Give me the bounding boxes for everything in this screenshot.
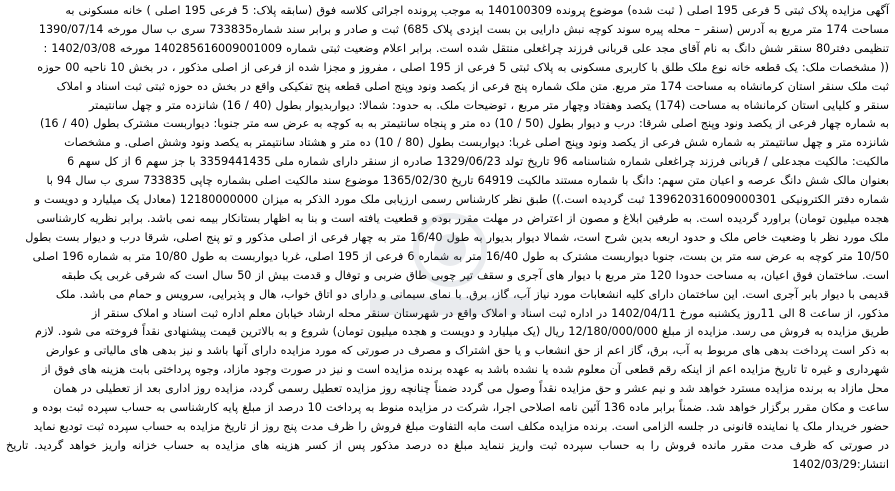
notice-line: است. ساختمان فوق اعیان، به مساحت حدودا 120 متر مربع با دیوار های آجری و سقف تیر چوبی طاق ضربی و توفال و قدمت بیش از 50 سال است که شرقی غربی یک طبقه — [61, 268, 889, 282]
notice-line: مذکور، از ساعت 8 الی 11روز یکشنبه مورخ 1402/04/11 در اداره ثبت اسناد و املاک واقع در شهرستان سنقر محله ارشاد خیابان معلم اداره ثبت اسناد و املاک سنقر از — [91, 306, 889, 320]
notice-line: سنقر و کلیایی استان کرمانشاه به مساحت (174) یکصد وهفتاد وچهار متر مربع ، توضیحات ملک. به حدود: شمالا: دیواربدیوار بطول (40 / 16) شانزده متر و چهل سانتیمتر — [88, 98, 889, 112]
notice-line: در صورتی که ظرف مدت مقرر مانده فروش را به حساب سپرده ثبت واریز ننماید مبلغ ده درصد مذکور پس از کسر هزینه های مزایده به حساب خزانه واریز خواهد گردید. تاریخ انتشار:1402/03/29 — [6, 438, 889, 471]
notice-line: شهرداری و غیره تا تاریخ مزایده اعم از اینکه رقم قطعی آن معلوم شده یا نشده باشد به عهده برنده مزایده است و نیز در صورت وجود مازاد، وجوه پرداختی بابت هزینه های فوق از — [42, 363, 889, 377]
notice-line: ثبت ملک سنقر استان کرمانشاه به مساحت 174 متر مربع. متن ملک شماره پنج فرعی از یکصد ونود وپنج اصلی قطعه پنج تفکیکی واقع در بخش ده حوزه ثبتی ثبت اسناد و املاک — [56, 79, 889, 93]
notice-line: به شماره چهار فرعی از یکصد ونود وپنج اصلی شرقا: درب و دیوار بطول (50 / 10) ده متر و پنجاه سانتیمتر به به کوچه به عرض سه متر جنوبا: دیواربست مشترک بطول (40 / 16) — [39, 117, 889, 131]
notice-line: آگهی مزایده پلاک ثبتی 5 فرعی 195 اصلی ( ثبت شده) موضوع پرونده 140100309 به موجب پرونده اجرائی کلاسه فوق (سابقه پلاک: 5 فرعی 195 اصلی ) خانه مسکونی به — [65, 4, 889, 17]
notice-line: ساعت و مکان مقرر برگزار خواهد شد. ضمناً برابر ماده 136 آئین نامه اصلاحی اجرا، شرکت در مزایده منوط به پرداخت 10 درصد از مبلغ پایه کارشناسی به حساب سپرده ثبت بوده و — [32, 401, 889, 415]
notice-line: شماره دفتر الکترونیکی 139620316009000301 ثبت گردیده است.)) طبق نظر کارشناس رسمی ارزیابی ملک مورد الذکر به میزان 12180000000 (معادل یک میلیارد و دویست و — [34, 193, 889, 207]
notice-line: بعنوان مالک شش دانگ عرصه و اعیان متن سهم: دانگ با شماره مستند مالکیت 64919 تاریخ 1365/02/30 موضوع سند مالکیت اصلی بشماره چاپی 733835 سری ب سال 94 با — [46, 174, 889, 188]
notice-line: (( مشخصات ملک: یک قطعه خانه نوع ملک طلق با کاربری مسکونی به پلاک ثبتی 5 فرعی از 195 اصلی ، مفروز و مجزا شده از فرعی از اصلی مذکور ، در بخش 10 ناحیه 00 حوزه — [37, 60, 889, 74]
notice-line: تنظیمی دفتر80 سنقر شش دانگ به نام آقای مجد علی قربانی فرزند چراغعلی منتقل شده است. برابر اعلام وضعیت ثبتی شماره 140285616009001009 مورخه 1402/03/08 : — [43, 41, 889, 55]
notice-line: محل مازاد به برنده مزایده مسترد خواهد شد و نیم عشر و حق مزایده نقداً وصول می گردد ضمناً چنانچه روز مزایده تعطیل رسمی گردد، مزایده روز اداری بعد از تعطیلی در همان — [53, 382, 889, 396]
notice-line: به ذکر است پرداخت بدهی های مربوط به آب، برق، گاز اعم از حق انشعاب و یا حق اشتراک و مصرف در صورتی که مورد مزایده دارای آنها باشد و نیز بدهی های مالیاتی و عوارض — [45, 344, 889, 358]
notice-line: قدیمی با دیوار بابر آجری است. این ساختمان دارای کلیه انشعابات مورد نیاز آب، گاز، برق. با نمای سیمانی و دارای دو اتاق خواب، هال و پذیرایی، سرویس و حمام می باشد. ملک — [55, 287, 889, 301]
notice-line: شانزده متر و چهل سانتیمتر به شماره شش فرعی از یکصد ونود وپنج اصلی غربا: دیواربست بطول (80 / 10) ده متر و هشتاد سانتیمتر به یکصد ونود وشش اصلی. و مشخصات — [64, 136, 889, 150]
notice-line: مالکیت: مالکیت مجدعلی / قربانی فرزند چراغعلی شماره شناسنامه 96 تاریخ تولد 1329/06/23 صادره از سنقر دارای شماره ملی 3359441435 با جز سهم 6 از کل سهم 6 — [67, 155, 889, 169]
notice-line: هجده میلیون تومان) براورد گردیده است. به طرفین ابلاغ و مصون از اعتراض در مهلت مقرر بوده و قطعیت یافته است و بنا به اظهار بستانکار بیمه نمی باشد. برابر نظریه کارشناسی — [36, 211, 889, 225]
notice-line: مساحت 174 متر مربع به آدرس (سنقر – محله پیره سوند کوچه نبش دارایی بن بست ایزدی پلاک 685) ثبت و صادر و برابر سند شماره733835 سری ب سال مورخه 1390/07/14 — [38, 22, 889, 36]
notice-line: ملک مورد نظر با وضعیت خاص ملک و حدود اربعه بدین شرح است، شمالا دیوار بدیوار به طول 16/40 متر به چهار فرعی از اصلی مذکور و تو پنج اصلی، شرقا درب و دیوار بست بطول — [25, 230, 889, 244]
notice-line: طریق مزایده به فروش می رسد. مزایده از مبلغ 12/180/000/000 ریال (یک میلیارد و دویست و هجده میلیون تومان) شروع و به بالاترین قیمت پیشنهادی نقداً فروخته می شود. لازم — [35, 325, 889, 339]
notice-line: 10/50 متر کوچه به عرض سه متر بن بست، جنوبا دیواربست مشترک به طول 16/40 متر به شماره 6 فرعی از 195 اصلی، غربا دیواربست به طول 10/80 متر به شماره 196 اصلی — [32, 249, 889, 263]
notice-line: حضور خریدار ملک یا نماینده قانونی در جلسه الزامی است. برنده مزایده مکلف است مابه التفاوت مبلغ فروش را ظرف مدت پنج روز از تاریخ مزایده به حساب سپرده ثبت تودیع نماید — [33, 419, 889, 433]
